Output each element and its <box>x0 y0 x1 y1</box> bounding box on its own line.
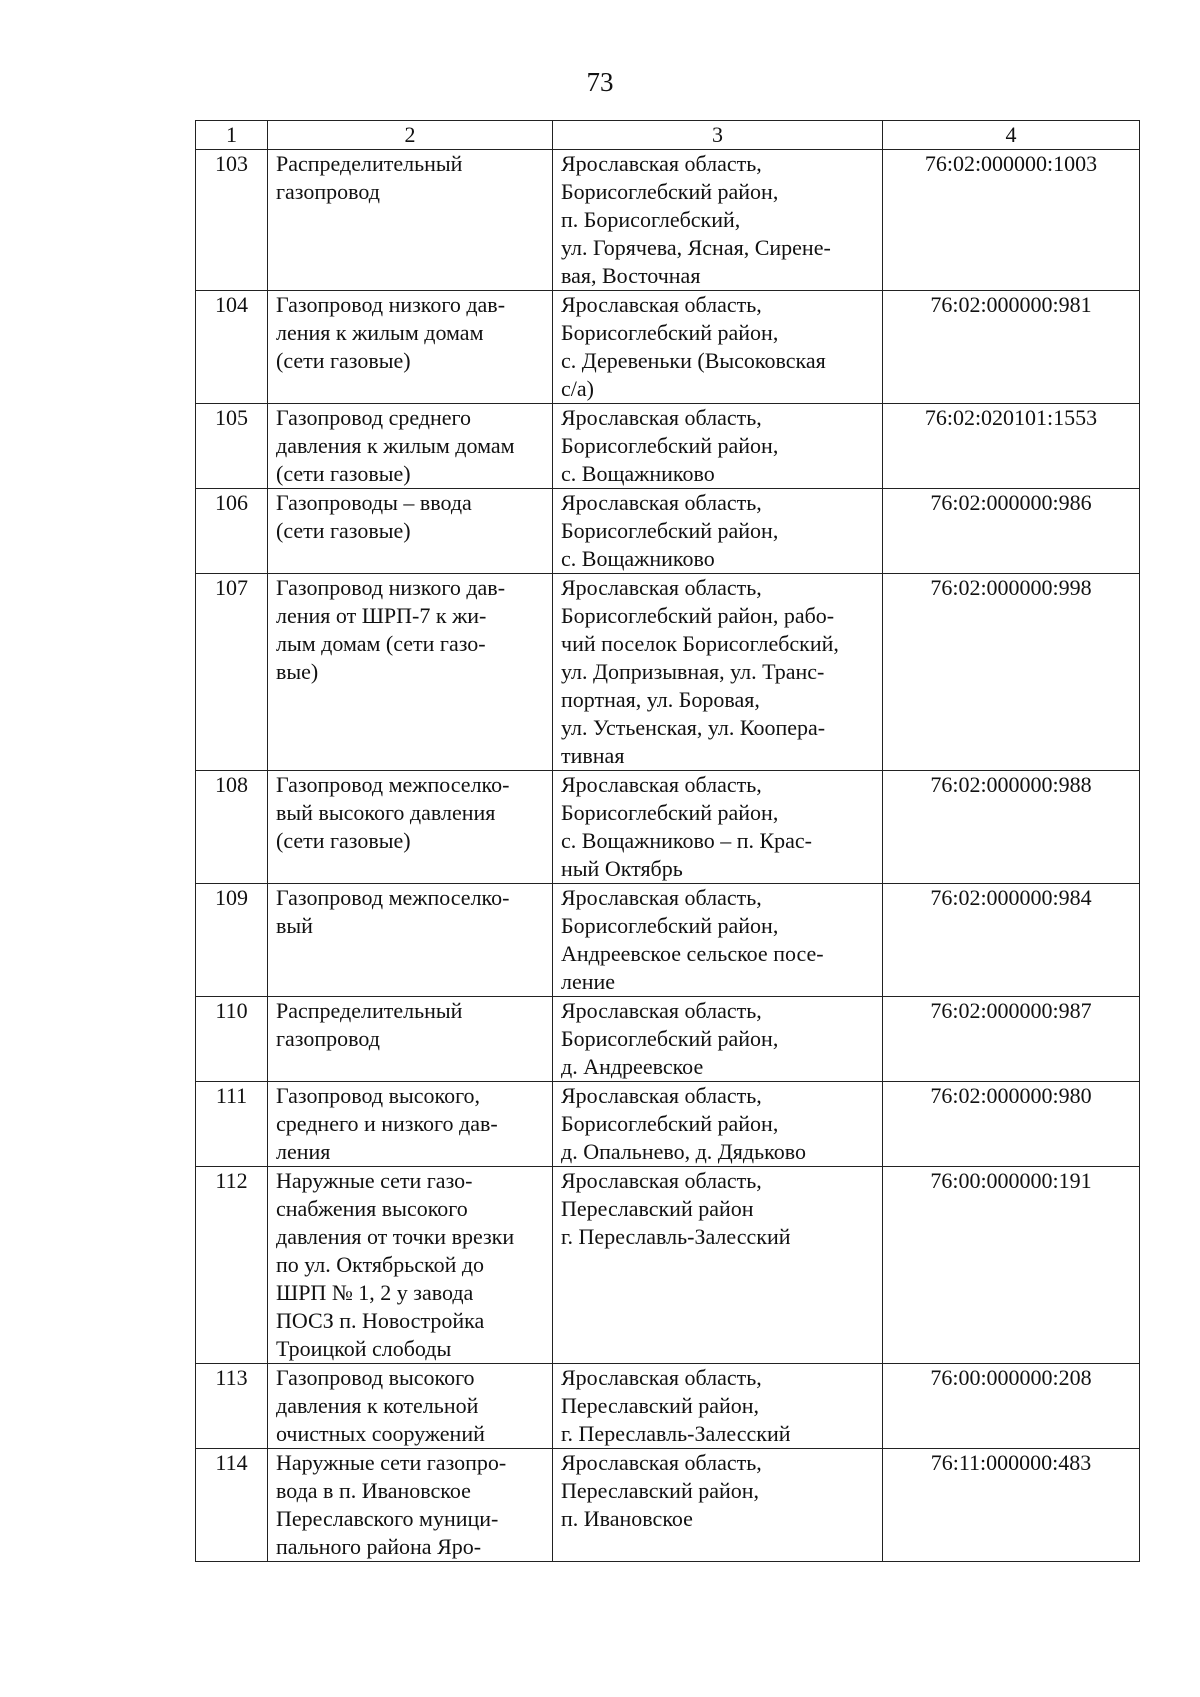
object-name-line: Газопровод среднего <box>276 405 472 430</box>
address-line: г. Переславль-Залесский <box>561 1224 791 1249</box>
cadastral-number: 76:02:000000:998 <box>883 574 1140 771</box>
address-line: с. Вощажниково <box>561 546 715 571</box>
address-line: Ярославская область, <box>561 151 762 176</box>
object-name-line: давления от точки врезки <box>276 1224 515 1249</box>
object-name-line: ПОСЗ п. Новостройка <box>276 1308 485 1333</box>
address-line: ный Октябрь <box>561 856 683 881</box>
object-name-line: вода в п. Ивановское <box>276 1478 471 1503</box>
object-name-line: ления <box>276 1139 331 1164</box>
address-line: Ярославская область, <box>561 772 762 797</box>
object-name-line: Наружные сети газопро- <box>276 1450 507 1475</box>
object-name-line: Газопровод низкого дав- <box>276 292 506 317</box>
object-name-line: Переславского муници- <box>276 1506 499 1531</box>
object-name-line: вый высокого давления <box>276 800 496 825</box>
address-line: Андреевское сельское посе- <box>561 941 824 966</box>
object-name-line: по ул. Октябрьской до <box>276 1252 485 1277</box>
address-line: ул. Устьенская, ул. Коопера- <box>561 715 826 740</box>
address-line: с. Деревеньки (Высоковская <box>561 348 826 373</box>
object-name-cell <box>268 1449 553 1562</box>
table-row <box>196 404 1140 489</box>
object-name-line: (сети газовые) <box>276 461 411 486</box>
row-number: 107 <box>196 574 268 771</box>
table-row <box>196 1167 1140 1364</box>
address-cell <box>553 404 883 489</box>
object-name-cell <box>268 1364 553 1449</box>
address-line: с. Вощажниково – п. Крас- <box>561 828 813 853</box>
address-cell <box>553 1167 883 1364</box>
table-row <box>196 1082 1140 1167</box>
object-name-line: ления от ШРП-7 к жи- <box>276 603 487 628</box>
address-line: Борисоглебский район, <box>561 179 779 204</box>
table-row <box>196 1364 1140 1449</box>
cadastral-number: 76:02:000000:986 <box>883 489 1140 574</box>
object-name-line: (сети газовые) <box>276 348 411 373</box>
cadastral-number: 76:00:000000:208 <box>883 1364 1140 1449</box>
address-line: вая, Восточная <box>561 263 701 288</box>
address-line: Ярославская область, <box>561 1168 762 1193</box>
address-line: Ярославская область, <box>561 292 762 317</box>
object-name-cell <box>268 150 553 291</box>
address-line: Ярославская область, <box>561 575 762 600</box>
object-name-line: Газопровод межпоселко- <box>276 772 510 797</box>
address-line: Ярославская область, <box>561 405 762 430</box>
address-line: Ярославская область, <box>561 490 762 515</box>
address-line: Борисоглебский район, <box>561 913 779 938</box>
table-header <box>196 121 1140 150</box>
address-line: Ярославская область, <box>561 998 762 1023</box>
table-row <box>196 574 1140 771</box>
object-name-line: Газопровод низкого дав- <box>276 575 506 600</box>
table-row <box>196 771 1140 884</box>
cadastral-number: 76:02:000000:980 <box>883 1082 1140 1167</box>
address-line: ление <box>561 969 616 994</box>
address-cell <box>553 291 883 404</box>
address-line: п. Ивановское <box>561 1506 693 1531</box>
table-row <box>196 884 1140 997</box>
object-name-cell <box>268 997 553 1082</box>
object-name-line: Газопровод межпоселко- <box>276 885 510 910</box>
object-name-cell <box>268 404 553 489</box>
address-cell <box>553 884 883 997</box>
cadastral-number: 76:02:000000:981 <box>883 291 1140 404</box>
object-name-line: пального района Яро- <box>276 1534 482 1559</box>
object-name-line: ШРП № 1, 2 у завода <box>276 1280 474 1305</box>
object-name-cell <box>268 1167 553 1364</box>
row-number: 112 <box>196 1167 268 1364</box>
address-line: Борисоглебский район, <box>561 1026 779 1051</box>
cadastral-number: 76:02:020101:1553 <box>883 404 1140 489</box>
table-row <box>196 997 1140 1082</box>
address-line: Переславский район, <box>561 1478 760 1503</box>
object-name-line: Газопроводы – ввода <box>276 490 472 515</box>
object-name-line: Газопровод высокого <box>276 1365 475 1390</box>
address-line: Борисоглебский район, <box>561 518 779 543</box>
object-name-cell <box>268 574 553 771</box>
row-number: 108 <box>196 771 268 884</box>
object-name-line: (сети газовые) <box>276 828 411 853</box>
object-name-line: вые) <box>276 659 319 684</box>
address-cell <box>553 1364 883 1449</box>
object-name-line: лым домам (сети газо- <box>276 631 486 656</box>
address-line: Ярославская область, <box>561 1450 762 1475</box>
object-name-cell <box>268 291 553 404</box>
object-name-cell <box>268 489 553 574</box>
address-line: Ярославская область, <box>561 1365 762 1390</box>
object-name-line: снабжения высокого <box>276 1196 468 1221</box>
header-col-1: 1 <box>196 121 268 150</box>
object-name-line: давления к жилым домам <box>276 433 515 458</box>
address-cell <box>553 489 883 574</box>
object-name-line: ления к жилым домам <box>276 320 484 345</box>
address-cell <box>553 1082 883 1167</box>
row-number: 109 <box>196 884 268 997</box>
header-col-3: 3 <box>553 121 883 150</box>
row-number: 106 <box>196 489 268 574</box>
cadastral-number: 76:00:000000:191 <box>883 1167 1140 1364</box>
address-line: г. Переславль-Залесский <box>561 1421 791 1446</box>
address-line: п. Борисоглебский, <box>561 207 741 232</box>
address-line: Борисоглебский район, рабо- <box>561 603 835 628</box>
address-line: с/а) <box>561 376 594 401</box>
address-line: Переславский район <box>561 1196 754 1221</box>
address-line: портная, ул. Боровая, <box>561 687 760 712</box>
object-name-cell <box>268 1082 553 1167</box>
page-number: 73 <box>586 67 614 97</box>
object-name-line: Распределительный <box>276 151 463 176</box>
address-line: Борисоглебский район, <box>561 1111 779 1136</box>
header-row <box>196 121 1140 150</box>
address-line: тивная <box>561 743 625 768</box>
address-line: Борисоглебский район, <box>561 320 779 345</box>
address-cell <box>553 771 883 884</box>
cadastral-number: 76:11:000000:483 <box>883 1449 1140 1562</box>
object-name-line: вый <box>276 913 313 938</box>
table-row <box>196 1449 1140 1562</box>
row-number: 103 <box>196 150 268 291</box>
row-number: 111 <box>196 1082 268 1167</box>
object-name-line: (сети газовые) <box>276 518 411 543</box>
header-col-2: 2 <box>268 121 553 150</box>
address-cell <box>553 1449 883 1562</box>
object-name-line: газопровод <box>276 179 380 204</box>
address-line: Ярославская область, <box>561 885 762 910</box>
row-number: 104 <box>196 291 268 404</box>
row-number: 110 <box>196 997 268 1082</box>
address-line: чий поселок Борисоглебский, <box>561 631 839 656</box>
cadastral-number: 76:02:000000:987 <box>883 997 1140 1082</box>
object-name-line: очистных сооружений <box>276 1421 485 1446</box>
object-name-cell <box>268 771 553 884</box>
object-name-line: газопровод <box>276 1026 380 1051</box>
cadastral-number: 76:02:000000:984 <box>883 884 1140 997</box>
object-name-line: Газопровод высокого, <box>276 1083 481 1108</box>
address-cell <box>553 574 883 771</box>
object-name-cell <box>268 884 553 997</box>
address-line: с. Вощажниково <box>561 461 715 486</box>
address-cell <box>553 997 883 1082</box>
table-row <box>196 489 1140 574</box>
object-name-line: Распределительный <box>276 998 463 1023</box>
address-line: д. Андреевское <box>561 1054 704 1079</box>
address-line: ул. Горячева, Ясная, Сирене- <box>561 235 831 260</box>
address-line: д. Опальнево, д. Дядьково <box>561 1139 806 1164</box>
object-name-line: давления к котельной <box>276 1393 479 1418</box>
row-number: 105 <box>196 404 268 489</box>
object-name-line: Наружные сети газо- <box>276 1168 473 1193</box>
address-line: ул. Допризывная, ул. Транс- <box>561 659 825 684</box>
object-name-line: Троицкой слободы <box>276 1336 452 1361</box>
cadastral-number: 76:02:000000:1003 <box>883 150 1140 291</box>
cadastral-number: 76:02:000000:988 <box>883 771 1140 884</box>
address-line: Переславский район, <box>561 1393 760 1418</box>
address-line: Борисоглебский район, <box>561 433 779 458</box>
row-number: 114 <box>196 1449 268 1562</box>
address-cell <box>553 150 883 291</box>
table-body <box>196 150 1140 1562</box>
registry-table <box>195 120 1140 1562</box>
table-row <box>196 291 1140 404</box>
row-number: 113 <box>196 1364 268 1449</box>
object-name-line: среднего и низкого дав- <box>276 1111 498 1136</box>
table-row <box>196 150 1140 291</box>
address-line: Борисоглебский район, <box>561 800 779 825</box>
address-line: Ярославская область, <box>561 1083 762 1108</box>
header-col-4: 4 <box>883 121 1140 150</box>
